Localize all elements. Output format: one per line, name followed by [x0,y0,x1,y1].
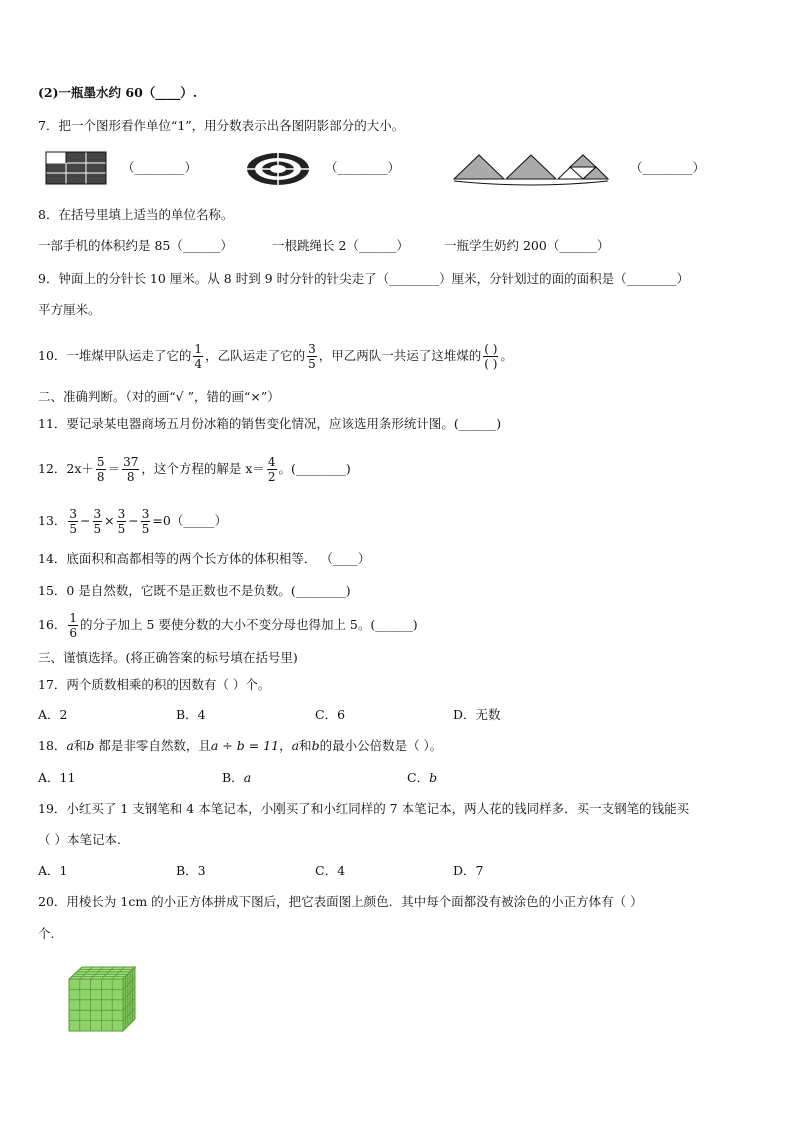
cube-figure [68,966,138,1032]
target-figure [245,151,311,187]
section-3-title: 三、谨慎选择。(将正确答案的标号填在括号里) [38,650,298,665]
q18-option-b: B．a [222,770,252,785]
q7-blank-2: （________） [325,160,401,175]
q19-option-a: A．1 [38,863,68,878]
q18-expression: a ÷ b = 11 [210,738,280,753]
q13-op-1: − [80,513,91,528]
q13-op-3: − [128,513,139,528]
q13-op-2: × [104,513,115,528]
question-19-cont: （ ）本笔记本. [38,832,121,847]
q8-item-1: 一部手机的体积约是 85（______） [38,238,233,253]
triangles-figure [452,151,612,187]
q8-item-2: 一根跳绳长 2（______） [272,238,409,253]
question-15: 15．0 是自然数，它既不是正数也不是负数。(________) [38,583,351,598]
q10-end: 。 [500,348,513,363]
q13-frac-4: $\frac{3}{5}$ [141,507,150,536]
q19-option-d: D．7 [453,863,484,878]
question-7: 7．把一个图形看作单位“1”，用分数表示出各图阴影部分的大小。 [38,118,405,133]
q12-frac-1: $\frac{5}{8}$ [96,455,105,484]
question-18 [38,737,442,755]
q18-text-2: ， [279,738,292,753]
q18-and-2: 和 [299,738,312,753]
question-20: 20．用棱长为 1cm 的小正方体拼成下图后，把它表面图上颜色．其中每个面都没有被涂色的小正方体有（ ） [38,894,643,909]
q13-num: 13． [38,513,67,528]
q16-text: 的分子加上 5 要使分数的大小不变分母也得加上 5。(______) [80,617,418,632]
question-12 [38,452,351,486]
q7-blank-1: （________） [122,160,198,175]
question-ink: (2)一瓶墨水约 60（____）. [38,85,198,100]
q18-var-a: a [66,738,74,753]
q12-pre: 12．2x＋ [38,461,94,476]
q17-option-d: D．无数 [453,707,501,722]
section-2-title: 二、准确判断。（对的画“√ ”，错的画“×”） [38,389,280,404]
grid-figure [45,151,107,185]
q13-end: =0（_____） [152,513,228,528]
question-19: 19．小红买了 1 支钢笔和 4 本笔记本，小刚买了和小红同样的 7 本笔记本，两人花的钱同样多．买一支钢笔的钱能买 [38,801,690,816]
q18-option-c: C．b [407,770,438,785]
q12-eq: ＝ [107,461,121,476]
q18-text-3: 的最小公倍数是（ ）。 [319,738,443,753]
q10-post: ，甲乙两队一共运了这堆煤的 [318,348,482,363]
q10-frac-2: $\frac{3}{5}$ [308,342,316,371]
q18-var-a-2: a [291,738,300,753]
question-8: 8．在括号里填上适当的单位名称。 [38,207,234,222]
question-10 [38,339,513,373]
question-9-cont: 平方厘米。 [38,302,101,317]
q10-answer-frac: $\frac{( )}{( )}$ [484,342,498,371]
q10-pre: 10．一堆煤甲队运走了它的 [38,348,192,363]
q10-frac-1: $\frac{1}{4}$ [194,342,203,371]
q17-option-b: B．4 [176,707,206,722]
question-14: 14．底面积和高都相等的两个长方体的体积相等． （____） [38,551,371,566]
q12-end: 。(________) [278,461,351,476]
q13-frac-2: $\frac{3}{5}$ [93,507,102,536]
question-20-cont: 个. [38,926,55,941]
q10-mid: ，乙队运走了它的 [205,348,306,363]
q13-frac-3: $\frac{3}{5}$ [117,507,126,536]
question-16 [38,608,418,642]
q7-blank-3: （________） [630,160,706,175]
q12-frac-2: $\frac{37}{8}$ [123,455,139,484]
q19-option-c: C．4 [315,863,346,878]
q18-var-b: b [86,738,95,753]
question-13 [38,504,227,538]
q12-mid: ，这个方程的解是 x＝ [141,461,265,476]
question-9: 9．钟面上的分针长 10 厘米。从 8 时到 9 时分针的针尖走了（________）厘米，分针划过的面的面积是（________） [38,271,690,286]
question-17: 17．两个质数相乘的积的因数有（ ）个。 [38,677,271,692]
q17-option-a: A．2 [38,707,68,722]
q19-option-b: B．3 [176,863,206,878]
q16-num: 16． [38,617,67,632]
q12-frac-3: $\frac{4}{2}$ [267,455,276,484]
q18-text-1: 都是非零自然数，且 [94,738,211,753]
q16-frac: $\frac{1}{6}$ [69,611,78,640]
q13-frac-1: $\frac{3}{5}$ [69,507,78,536]
q18-option-a: A．11 [38,770,76,785]
q18-var-b-2: b [311,738,320,753]
q18-num: 18． [38,738,67,753]
question-11: 11．要记录某电器商场五月份冰箱的销售变化情况，应该选用条形统计图。(______) [38,416,502,431]
q17-option-c: C．6 [315,707,346,722]
q18-and: 和 [73,738,87,753]
q8-item-3: 一瓶学生奶约 200（______） [444,238,610,253]
